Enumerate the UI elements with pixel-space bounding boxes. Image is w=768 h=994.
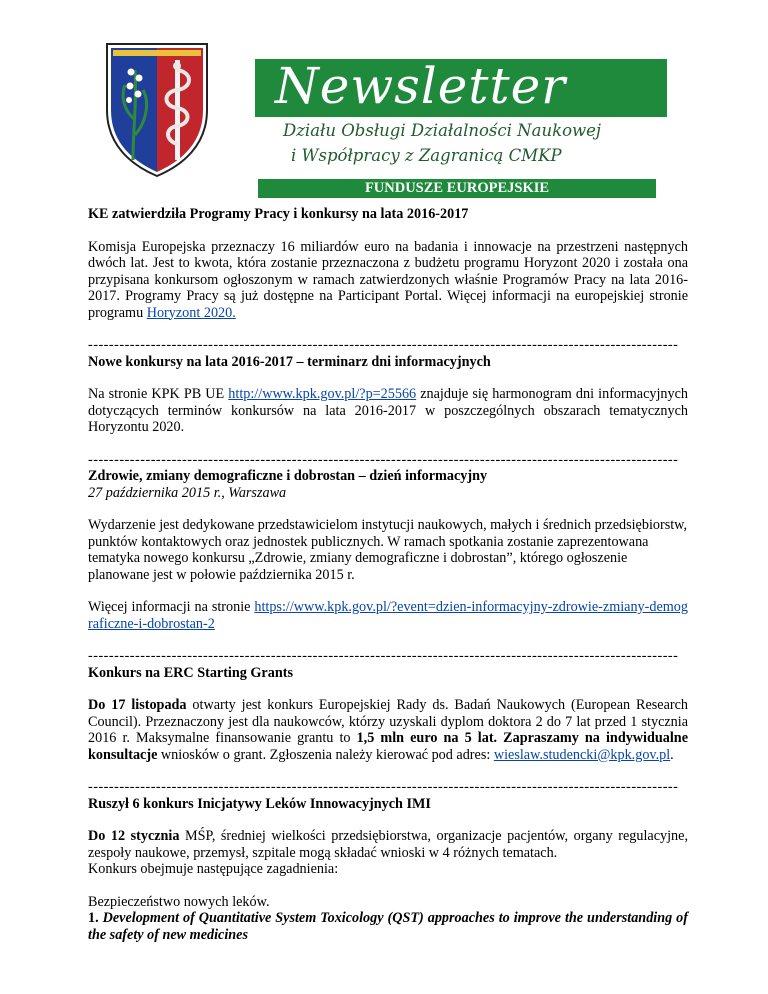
article-4-body [88,697,688,763]
article-3-more-text: Więcej informacji na stronie [88,599,255,615]
article-5-text-1: MŚP, średniej wielkości przedsiębiorstwa, organizacje pacjentów, organy regulacyjne, zespoły naukowe, przemysł, szpitale mogą składać wnioski w 4 różnych tematach. [88,828,688,861]
article-3-more [88,599,688,632]
separator-1: ----------------------------------------------------------------------------------------------------------------- [88,337,679,353]
article-2-text-post: znajduje się harmonogram dni informacyjnych dotyczących terminów konkursów na lata 2016-2017 w poszczególnych obszarach tematycznych Horyzontu 2020. [88,386,688,435]
topic-1-number: 1. [88,910,99,926]
newsletter-header [0,0,768,175]
article-5-topic-group: Bezpieczeństwo nowych leków. [88,893,270,910]
separator-3: ----------------------------------------------------------------------------------------------------------------- [88,648,679,664]
article-5-topic-1 [88,910,688,943]
newsletter-title: Newsletter [275,57,567,115]
newsletter-subtitle-line1: Działu Obsługi Działalności Naukowej [283,121,602,140]
article-2-text-pre: Na stronie KPK PB UE [88,386,229,402]
kpk-event-link[interactable]: https://www.kpk.gov.pl/?event=dzien-informacyjny-zdrowie-zmiany-demograficzne-i-dobrostan-2 [88,599,688,632]
article-5-topics-intro: Konkurs obejmuje następujące zagadnienia: [88,861,339,877]
article-2-body [88,386,688,436]
article-5-heading: Ruszył 6 konkurs Inicjatywy Leków Innowacyjnych IMI [88,795,431,812]
article-4-text-1: otwarty jest konkurs Europejskiej Rady ds. Badań Naukowych (European Research Council). Przeznaczony jest dla naukowców, którzy uzyskali dyplom doktora 2 do 7 lat przed 1 stycznia 2016 r. Maksymalne finansowanie grantu to [88,697,688,746]
separator-4: ----------------------------------------------------------------------------------------------------------------- [88,779,679,795]
article-4-text-3: . [670,746,674,763]
article-3-body: Wydarzenie jest dedykowane przedstawicielom instytucji naukowych, małych i średnich przedsiębiorstw, punktów kontaktowych oraz jednostek publicznych. W ramach spotkania zostanie zaprezentowana tematyka nowego konkursu „Zdrowie, zmiany demograficzne i dobrostan”, którego ogłoszenie planowane jest w połowie października 2015 r. [88,517,688,583]
article-4-heading: Konkurs na ERC Starting Grants [88,664,293,681]
separator-2: ----------------------------------------------------------------------------------------------------------------- [88,451,679,468]
topic-1-title: Development of Quantitative System Toxicology (QST) approaches to improve the understanding of the safety of new medicines [88,910,688,943]
kpk-harmonogram-link[interactable]: http://www.kpk.gov.pl/?p=25566 [228,386,417,402]
contact-email-link[interactable]: wieslaw.studencki@kpk.gov.pl [493,746,671,763]
article-1-body [88,239,688,322]
article-5-body [88,828,688,861]
article-4-funding: 1,5 mln euro na 5 lat. Zapraszamy na indywidualne konsultacje [88,730,688,763]
article-1-heading: KE zatwierdziła Programy Pracy i konkursy na lata 2016-2017 [88,206,469,222]
article-3-date: 27 października 2015 r., Warszawa [88,484,287,501]
article-4-deadline: Do 17 listopada [88,697,187,713]
article-1-text: Komisja Europejska przeznaczy 16 miliardów euro na badania i innowacje na przestrzeni następnych dwóch lat. Jest to kwota, która zostanie przeznaczona z budżetu programu Horyzont 2020 i została ona przypisana konkursom ogłoszonym w ramach zatwierdzonych właśnie Programów Pracy na lata 2016-2017. Programy Pracy są już dostępne na Participant Portal. Więcej informacji na europejskiej stronie programu [88,238,688,321]
article-5-deadline: Do 12 stycznia [88,828,180,844]
article-4-text-2: wniosków o grant. Zgłoszenia należy kierować pod adres: [157,746,494,763]
section-title-bar: FUNDUSZE EUROPEJSKIE [258,179,656,198]
horyzont-link[interactable]: Horyzont 2020. [146,304,236,321]
newsletter-subtitle-line2: i Współpracy z Zagranicą CMKP [291,146,562,165]
newsletter-content [88,206,688,943]
cmkp-shield-logo [103,40,211,180]
article-2-heading: Nowe konkursy na lata 2016-2017 – terminarz dni informacyjnych [88,353,491,370]
article-3-heading: Zdrowie, zmiany demograficzne i dobrostan – dzień informacyjny [88,468,488,484]
